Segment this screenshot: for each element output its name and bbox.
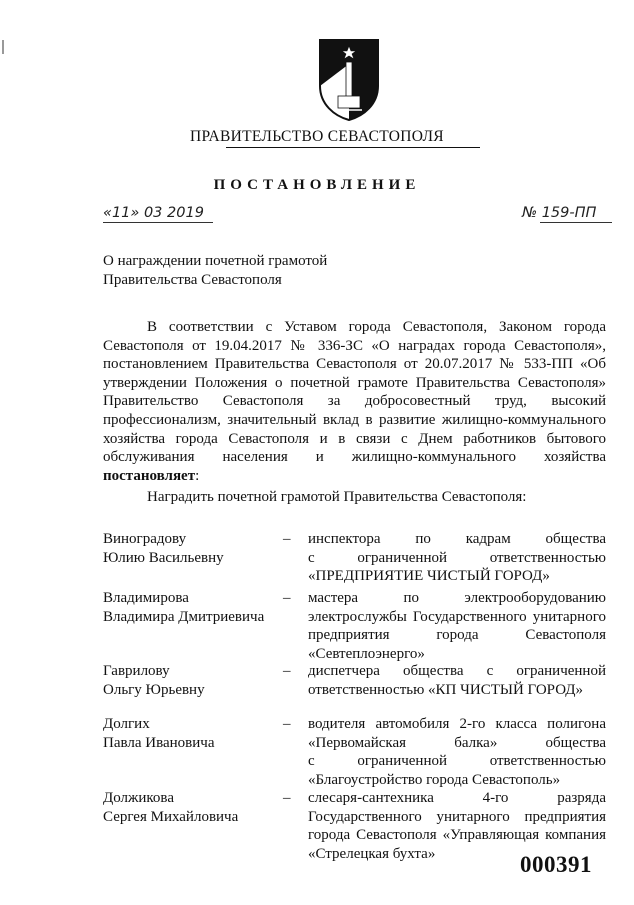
role-line: предприятия города Севастополя (308, 627, 606, 644)
role-line: диспетчера общества с ограниченной (308, 663, 606, 679)
date-underline (103, 222, 213, 223)
document-date: «11» 03 2019 (103, 205, 204, 221)
document-subject (103, 252, 327, 290)
role-line: города Севастополя «Управляющая компания (308, 827, 606, 844)
role-line: слесаря-сантехника 4-го разряда (308, 790, 606, 806)
subject-line-2: Правительства Севастополя (103, 272, 282, 288)
awardee-given-names: Павла Ивановича (103, 734, 215, 751)
government-name: ПРАВИТЕЛЬСТВО СЕВАСТОПОЛЯ (190, 128, 444, 145)
preamble-paragraph (103, 318, 606, 485)
coat-of-arms-emblem (318, 38, 380, 122)
dash-separator: – (283, 716, 291, 732)
role-line: «Севтеплоэнерго» (308, 645, 425, 662)
role-line: Государственного унитарного предприятия (308, 808, 606, 825)
dash-separator: – (283, 590, 291, 606)
dash-separator: – (283, 790, 291, 806)
preamble-bold-verb: постановляет (103, 467, 196, 484)
role-line: водителя автомобиля 2-го класса полигона (308, 716, 606, 732)
award-statement: Наградить почетной грамотой Правительства Севастополя: (147, 489, 527, 505)
awardee-given-names: Сергея Михайловича (103, 808, 239, 825)
awardee-surname: Гаврилову (103, 663, 170, 679)
awardee-role (308, 589, 606, 663)
number-underline (540, 222, 612, 223)
role-line: с ограниченной ответственностью (308, 549, 606, 566)
awardee-surname: Виноградову (103, 531, 187, 547)
preamble-end: : (195, 467, 200, 484)
role-line: с ограниченной ответственностью (308, 753, 606, 770)
dash-separator: – (283, 531, 291, 547)
awardee-role (308, 530, 606, 586)
serial-number: 000391 (520, 852, 592, 877)
role-line: мастера по электрооборудованию (308, 590, 606, 606)
awardee-given-names: Юлию Васильевну (103, 549, 224, 566)
preamble-text: В соответствии с Уставом города Севастополя, Законом города Севастополя от 19.04.2017 № 336-ЗС «О наградах города Севастополя», постановлением Правительства Севастополя от 20.07.2017 № 533-ПП «Об утверждении Положения о почетной грамоте Правительства Севастополя» Правительство Севастополя за добросовестный труд, высокий профессионализм, значительный вклад в развитие жилищно-коммунального хозяйства города Севастополя и в связи с Днем работников бытового обслуживания населения и жилищно-коммунального хозяйства (103, 319, 606, 466)
awardee-name (103, 789, 283, 826)
document-number: № 159-ПП (522, 205, 597, 221)
dash-separator: – (283, 663, 291, 679)
awardee-role (308, 662, 606, 699)
role-line: инспектора по кадрам общества (308, 531, 606, 547)
awardee-given-names: Владимира Дмитриевича (103, 608, 265, 625)
role-line: «Благоустройство города Севастополь» (308, 771, 561, 788)
scan-edge-mark (2, 40, 4, 54)
role-line: «ПРЕДПРИЯТИЕ ЧИСТЫЙ ГОРОД» (308, 568, 550, 585)
role-line: электрослужбы Государственного унитарного (308, 608, 606, 625)
awardee-given-names: Ольгу Юрьевну (103, 681, 205, 698)
role-line: «Первомайская балка» общества (308, 734, 606, 751)
header-divider (226, 147, 480, 148)
role-line: ответственностью «КП ЧИСТЫЙ ГОРОД» (308, 681, 584, 698)
role-line: «Стрелецкая бухта» (308, 845, 436, 862)
awardee-surname: Должикова (103, 790, 174, 806)
awardee-surname: Владимирова (103, 590, 189, 606)
awardee-name (103, 715, 283, 752)
document-type: ПОСТАНОВЛЕНИЕ (213, 177, 421, 193)
subject-line-1: О награждении почетной грамотой (103, 253, 328, 269)
awardee-name (103, 662, 283, 699)
awardee-role (308, 715, 606, 789)
awardee-name (103, 589, 283, 626)
awardee-name (103, 530, 283, 567)
awardee-surname: Долгих (103, 716, 150, 732)
